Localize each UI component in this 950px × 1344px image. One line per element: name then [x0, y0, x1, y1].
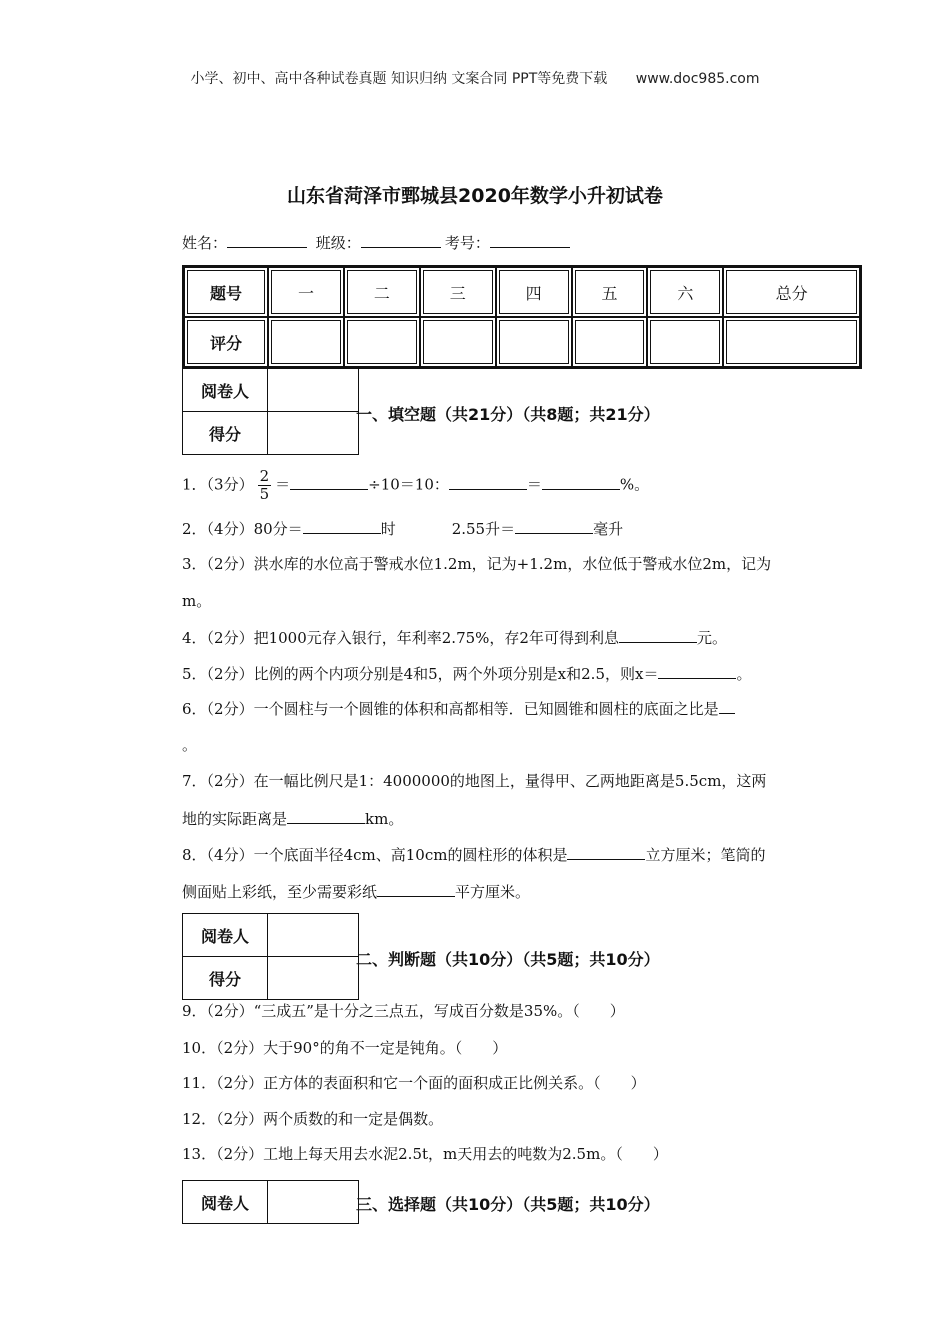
question-8 [182, 844, 862, 865]
score-cell[interactable] [268, 957, 359, 1000]
q7-text: 地的实际距离是 [182, 810, 288, 828]
grader-box-2 [182, 913, 359, 1000]
score-input-cell[interactable] [344, 317, 420, 367]
q1-eq: ＝ [275, 475, 291, 494]
q4-text: 元。 [696, 629, 727, 647]
reviewer-label: 阅卷人 [183, 369, 268, 412]
question-4 [182, 627, 862, 648]
answer-blank[interactable] [515, 518, 593, 534]
score-cell: 一 [268, 267, 344, 317]
class-label: 班级： [315, 234, 361, 252]
score-input-cell[interactable] [268, 317, 344, 367]
question-10: 10．（2分）大于90°的角不一定是钝角。（ ） [182, 1039, 508, 1057]
question-2 [182, 518, 862, 539]
fraction [258, 468, 272, 503]
question-8-cont [182, 881, 862, 902]
q8-text: 侧面贴上彩纸，至少需要彩纸 [182, 883, 378, 901]
score-cell: 题号 [184, 267, 268, 317]
question-5 [182, 663, 862, 684]
reviewer-label: 阅卷人 [183, 1181, 268, 1224]
section-3-title: 三、选择题（共10分）（共5题；共10分） [356, 1195, 660, 1214]
score-cell: 二 [344, 267, 420, 317]
score-cell: 五 [572, 267, 648, 317]
answer-blank[interactable] [290, 474, 368, 490]
score-label: 得分 [183, 957, 268, 1000]
q4-text: 4．（2分）把1000元存入银行，年利率2.75%，存2年可得到利息 [182, 629, 619, 647]
score-header-row [184, 267, 860, 317]
q5-text: 。 [736, 665, 752, 683]
q2-text: 时 [380, 520, 396, 538]
section-2-title: 二、判断题（共10分）（共5题；共10分） [356, 950, 660, 969]
question-13: 13．（2分）工地上每天用去水泥2.5t，m天用去的吨数为2.5m。（ ） [182, 1145, 668, 1163]
question-11: 11．（2分）正方体的表面积和它一个面的面积成正比例关系。（ ） [182, 1074, 646, 1092]
answer-blank[interactable] [449, 474, 527, 490]
q2-text: 毫升 [593, 520, 624, 538]
reviewer-cell[interactable] [268, 1181, 359, 1224]
score-input-cell[interactable] [420, 317, 496, 367]
question-9: 9．（2分）“三成五”是十分之三点五，写成百分数是35%。（ ） [182, 1002, 625, 1020]
score-table [182, 265, 862, 369]
grader-box-3 [182, 1180, 359, 1224]
answer-blank[interactable] [287, 808, 365, 824]
grader-box-1 [182, 368, 359, 455]
answer-blank[interactable] [542, 474, 620, 490]
number-label: 考号： [444, 234, 490, 252]
name-label: 姓名： [182, 234, 228, 252]
question-1 [182, 468, 862, 503]
question-7-cont [182, 808, 862, 829]
q8-text: 平方厘米。 [455, 883, 531, 901]
q1-eq: ＝ [526, 475, 542, 494]
answer-blank[interactable] [719, 698, 735, 714]
student-info [182, 232, 574, 253]
denominator: 5 [259, 485, 270, 503]
question-3: 3．（2分）洪水库的水位高于警戒水位1.2m，记为+1.2m，水位低于警戒水位2m，记为 [182, 555, 772, 573]
exam-title: 山东省菏泽市鄄城县2020年数学小升初试卷 [287, 185, 663, 207]
q2-text: 2．（4分）80分＝ [182, 520, 303, 538]
q1-prefix: 1．（3分） [182, 475, 254, 494]
question-7: 7．（2分）在一幅比例尺是1：4000000的地图上，量得甲、乙两地距离是5.5cm，这两 [182, 772, 767, 790]
reviewer-label: 阅卷人 [183, 914, 268, 957]
q1-text: %。 [619, 475, 650, 494]
score-value-row [184, 317, 860, 367]
q5-text: 5．（2分）比例的两个内项分别是4和5，两个外项分别是x和2.5，则x＝ [182, 665, 659, 683]
section-1-title: 一、填空题（共21分）（共8题；共21分） [356, 405, 660, 424]
question-6 [182, 698, 862, 719]
header-text: 小学、初中、高中各种试卷真题 知识归纳 文案合同 PPT等免费下载 [190, 71, 608, 87]
score-cell: 三 [420, 267, 496, 317]
score-cell: 六 [647, 267, 723, 317]
name-blank[interactable] [227, 234, 307, 248]
reviewer-cell[interactable] [268, 369, 359, 412]
number-blank[interactable] [490, 234, 570, 248]
q2-text: 2.55升＝ [451, 520, 516, 538]
header-site[interactable]: www.doc985.com [635, 71, 760, 87]
score-input-cell[interactable] [496, 317, 572, 367]
score-label: 评分 [184, 317, 268, 367]
score-cell[interactable] [268, 412, 359, 455]
score-cell: 四 [496, 267, 572, 317]
question-6-cont: 。 [182, 736, 198, 754]
answer-blank[interactable] [303, 518, 381, 534]
score-cell: 总分 [723, 267, 860, 317]
question-12: 12．（2分）两个质数的和一定是偶数。 [182, 1110, 444, 1128]
answer-blank[interactable] [658, 663, 736, 679]
reviewer-cell[interactable] [268, 914, 359, 957]
answer-blank[interactable] [619, 627, 697, 643]
score-input-cell[interactable] [723, 317, 860, 367]
q7-text: km。 [365, 810, 404, 828]
score-input-cell[interactable] [572, 317, 648, 367]
q6-text: 6．（2分）一个圆柱与一个圆锥的体积和高都相等．已知圆锥和圆柱的底面之比是 [182, 700, 719, 718]
answer-blank[interactable] [567, 844, 645, 860]
score-input-cell[interactable] [647, 317, 723, 367]
answer-blank[interactable] [377, 881, 455, 897]
q8-text: 立方厘米；笔筒的 [645, 846, 766, 864]
numerator: 2 [259, 467, 270, 485]
class-blank[interactable] [361, 234, 441, 248]
q8-text: 8．（4分）一个底面半径4cm、高10cm的圆柱形的体积是 [182, 846, 568, 864]
q1-text: ÷10＝10： [368, 475, 449, 494]
page-header [0, 68, 950, 88]
score-label: 得分 [183, 412, 268, 455]
question-3-cont: m。 [182, 592, 212, 610]
